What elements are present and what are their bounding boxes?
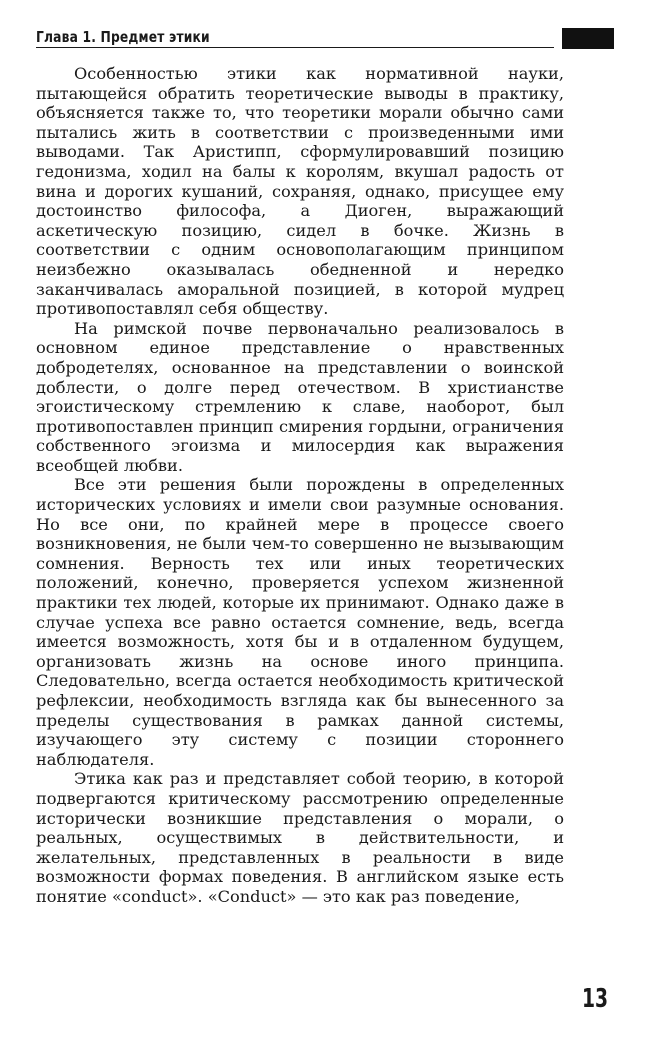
header-black-block bbox=[562, 28, 614, 49]
paragraph: Этика как раз и представляет собой теорию, в которой подвергаются критическому рассмотрению определенные исторически возникшие представления о морали, о реальных, осуществимых в действительности, и желательных, представленных в реальности в виде возможности формах поведения. В английском языке есть понятие «conduct». «Conduct» — это как раз поведение, bbox=[36, 769, 564, 906]
chapter-title: Глава 1. Предмет этики bbox=[36, 28, 210, 46]
paragraph: Все эти решения были порождены в определенных исторических условиях и имели свои разумные основания. Но все они, по крайней мере в процессе своего возникновения, не были чем-то совершенно не вызывающим сомнения. Верность тех или иных теоретических положений, конечно, проверяется успехом жизненной практики тех людей, которые их принимают. Однако даже в случае успеха все равно остается сомнение, ведь, всегда имеется возможность, хотя бы и в отдаленном будущем, организовать жизнь на основе иного принципа. Следовательно, всегда остается необходимость критической рефлексии, необходимость взгляда как бы вынесенного за пределы существования в рамках данной системы, изучающего эту систему с позиции стороннего наблюдателя. bbox=[36, 475, 564, 769]
page-number: 13 bbox=[582, 984, 609, 1014]
body-text bbox=[36, 64, 564, 907]
paragraph: Особенностью этики как нормативной науки, пытающейся обратить теоретические выводы в практику, объясняется также то, что теоретики морали обычно сами пытались жить в соответствии с произведенными ими выводами. Так Аристипп, сформулировавший позицию гедонизма, ходил на балы к королям, вкушал радость от вина и дорогих кушаний, сохраняя, однако, присущее ему достоинство философа, а Диоген, выражающий аскетическую позицию, сидел в бочке. Жизнь в соответствии с одним основополагающим принципом неизбежно оказывалась обедненной и нередко заканчивалась аморальной позицией, в которой мудрец противопоставлял себя обществу. bbox=[36, 64, 564, 319]
header-rule bbox=[36, 47, 554, 48]
running-header bbox=[36, 28, 614, 50]
paragraph: На римской почве первоначально реализовалось в основном единое представление о нравственных добродетелях, основанное на представлении о воинской доблести, о долге перед отечеством. В христианстве эгоистическому стремлению к славе, наоборот, был противопоставлен принцип смирения гордыни, ограничения собственного эгоизма и милосердия как выражения всеобщей любви. bbox=[36, 318, 564, 475]
